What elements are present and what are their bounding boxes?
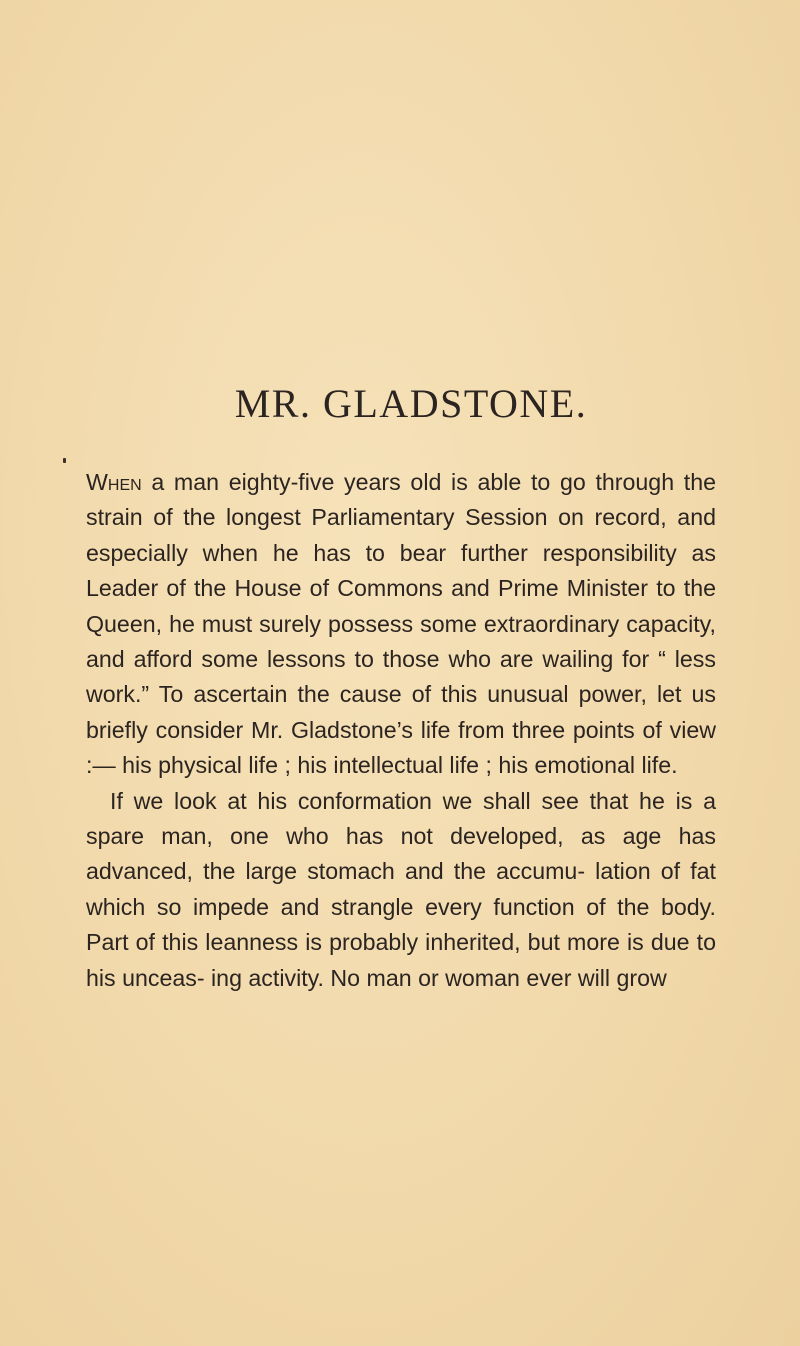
page-title: MR. GLADSTONE. [234, 381, 588, 426]
book-page [86, 370, 716, 996]
paragraph-1 [86, 465, 716, 784]
paragraph-1-text: a man eighty-five years old is able to go through the strain of the longest Parliamentary Session on record, and especially when he has to bear further responsibility as Leader of the House of Commons and Prime Minister to the Queen, he must surely possess some extraordinary capacity, and afford some lessons to those who are wailing for “ less work.” To ascertain the cause of this unusual power, let us briefly consider Mr. Gladstone’s life from three points of view :— his physical life ; his intellectual life ; his emotional life. [86, 469, 716, 779]
body-text [86, 465, 716, 996]
paragraph-2: If we look at his conformation we shall see that he is a spare man, one who has not developed, as age has advanced, the large stomach and the accumu- lation of fat which so impede and strangle every function of the body. Part of this leanness is probably inherited, but more is due to his unceas- ing activity. No man or woman ever will grow [86, 787, 716, 991]
margin-mark [63, 458, 66, 463]
paragraph-1-lead-word: When [86, 469, 142, 495]
